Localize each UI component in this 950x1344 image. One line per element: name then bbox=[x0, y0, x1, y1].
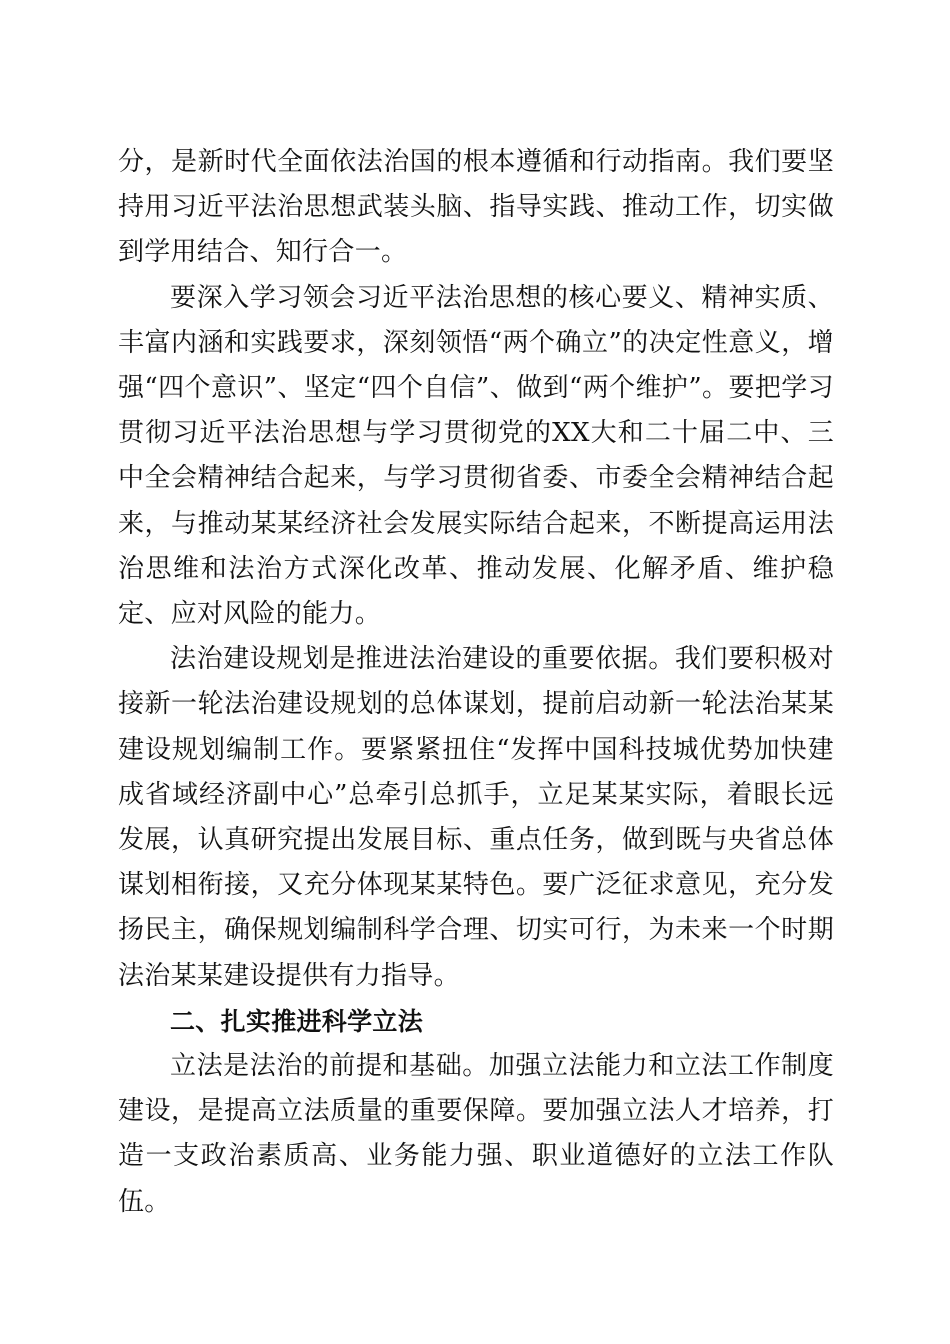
paragraph-study-requirements: 要深入学习领会习近平法治思想的核心要义、精神实质、丰富内涵和实践要求，深刻领悟“两个确立”的决定性意义，增强“四个意识”、坚定“四个自信”、做到“两个维护”。要把学习贯彻习近平法治思想与学习贯彻党的XX大和二十届二中、三中全会精神结合起来，与学习贯彻省委、市委全会精神结合起来，与推动某某经济社会发展实际结合起来，不断提高运用法治思维和法治方式深化改革、推动发展、化解矛盾、维护稳定、应对风险的能力。 bbox=[118, 282, 834, 630]
paragraph-continuation: 分，是新时代全面依法治国的根本遵循和行动指南。我们要坚持用习近平法治思想武装头脑、指导实践、推动工作，切实做到学用结合、知行合一。 bbox=[118, 147, 834, 268]
section-heading: 二、扎实推进科学立法 bbox=[170, 1006, 424, 1036]
document-body bbox=[118, 140, 834, 1225]
paragraph-planning: 法治建设规划是推进法治建设的重要依据。我们要积极对接新一轮法治建设规划的总体谋划，提前启动新一轮法治某某建设规划编制工作。要紧紧扭住“发挥中国科技城优势加快建成省域经济副中心”总牵引总抓手，立足某某实际，着眼长远发展，认真研究提出发展目标、重点任务，做到既与央省总体谋划相衔接，又充分体现某某特色。要广泛征求意见，充分发扬民主，确保规划编制科学合理、切实可行，为未来一个时期法治某某建设提供有力指导。 bbox=[118, 644, 834, 991]
paragraph-legislation: 立法是法治的前提和基础。加强立法能力和立法工作制度建设，是提高立法质量的重要保障。要加强立法人才培养，打造一支政治素质高、业务能力强、职业道德好的立法工作队伍。 bbox=[118, 1051, 834, 1217]
